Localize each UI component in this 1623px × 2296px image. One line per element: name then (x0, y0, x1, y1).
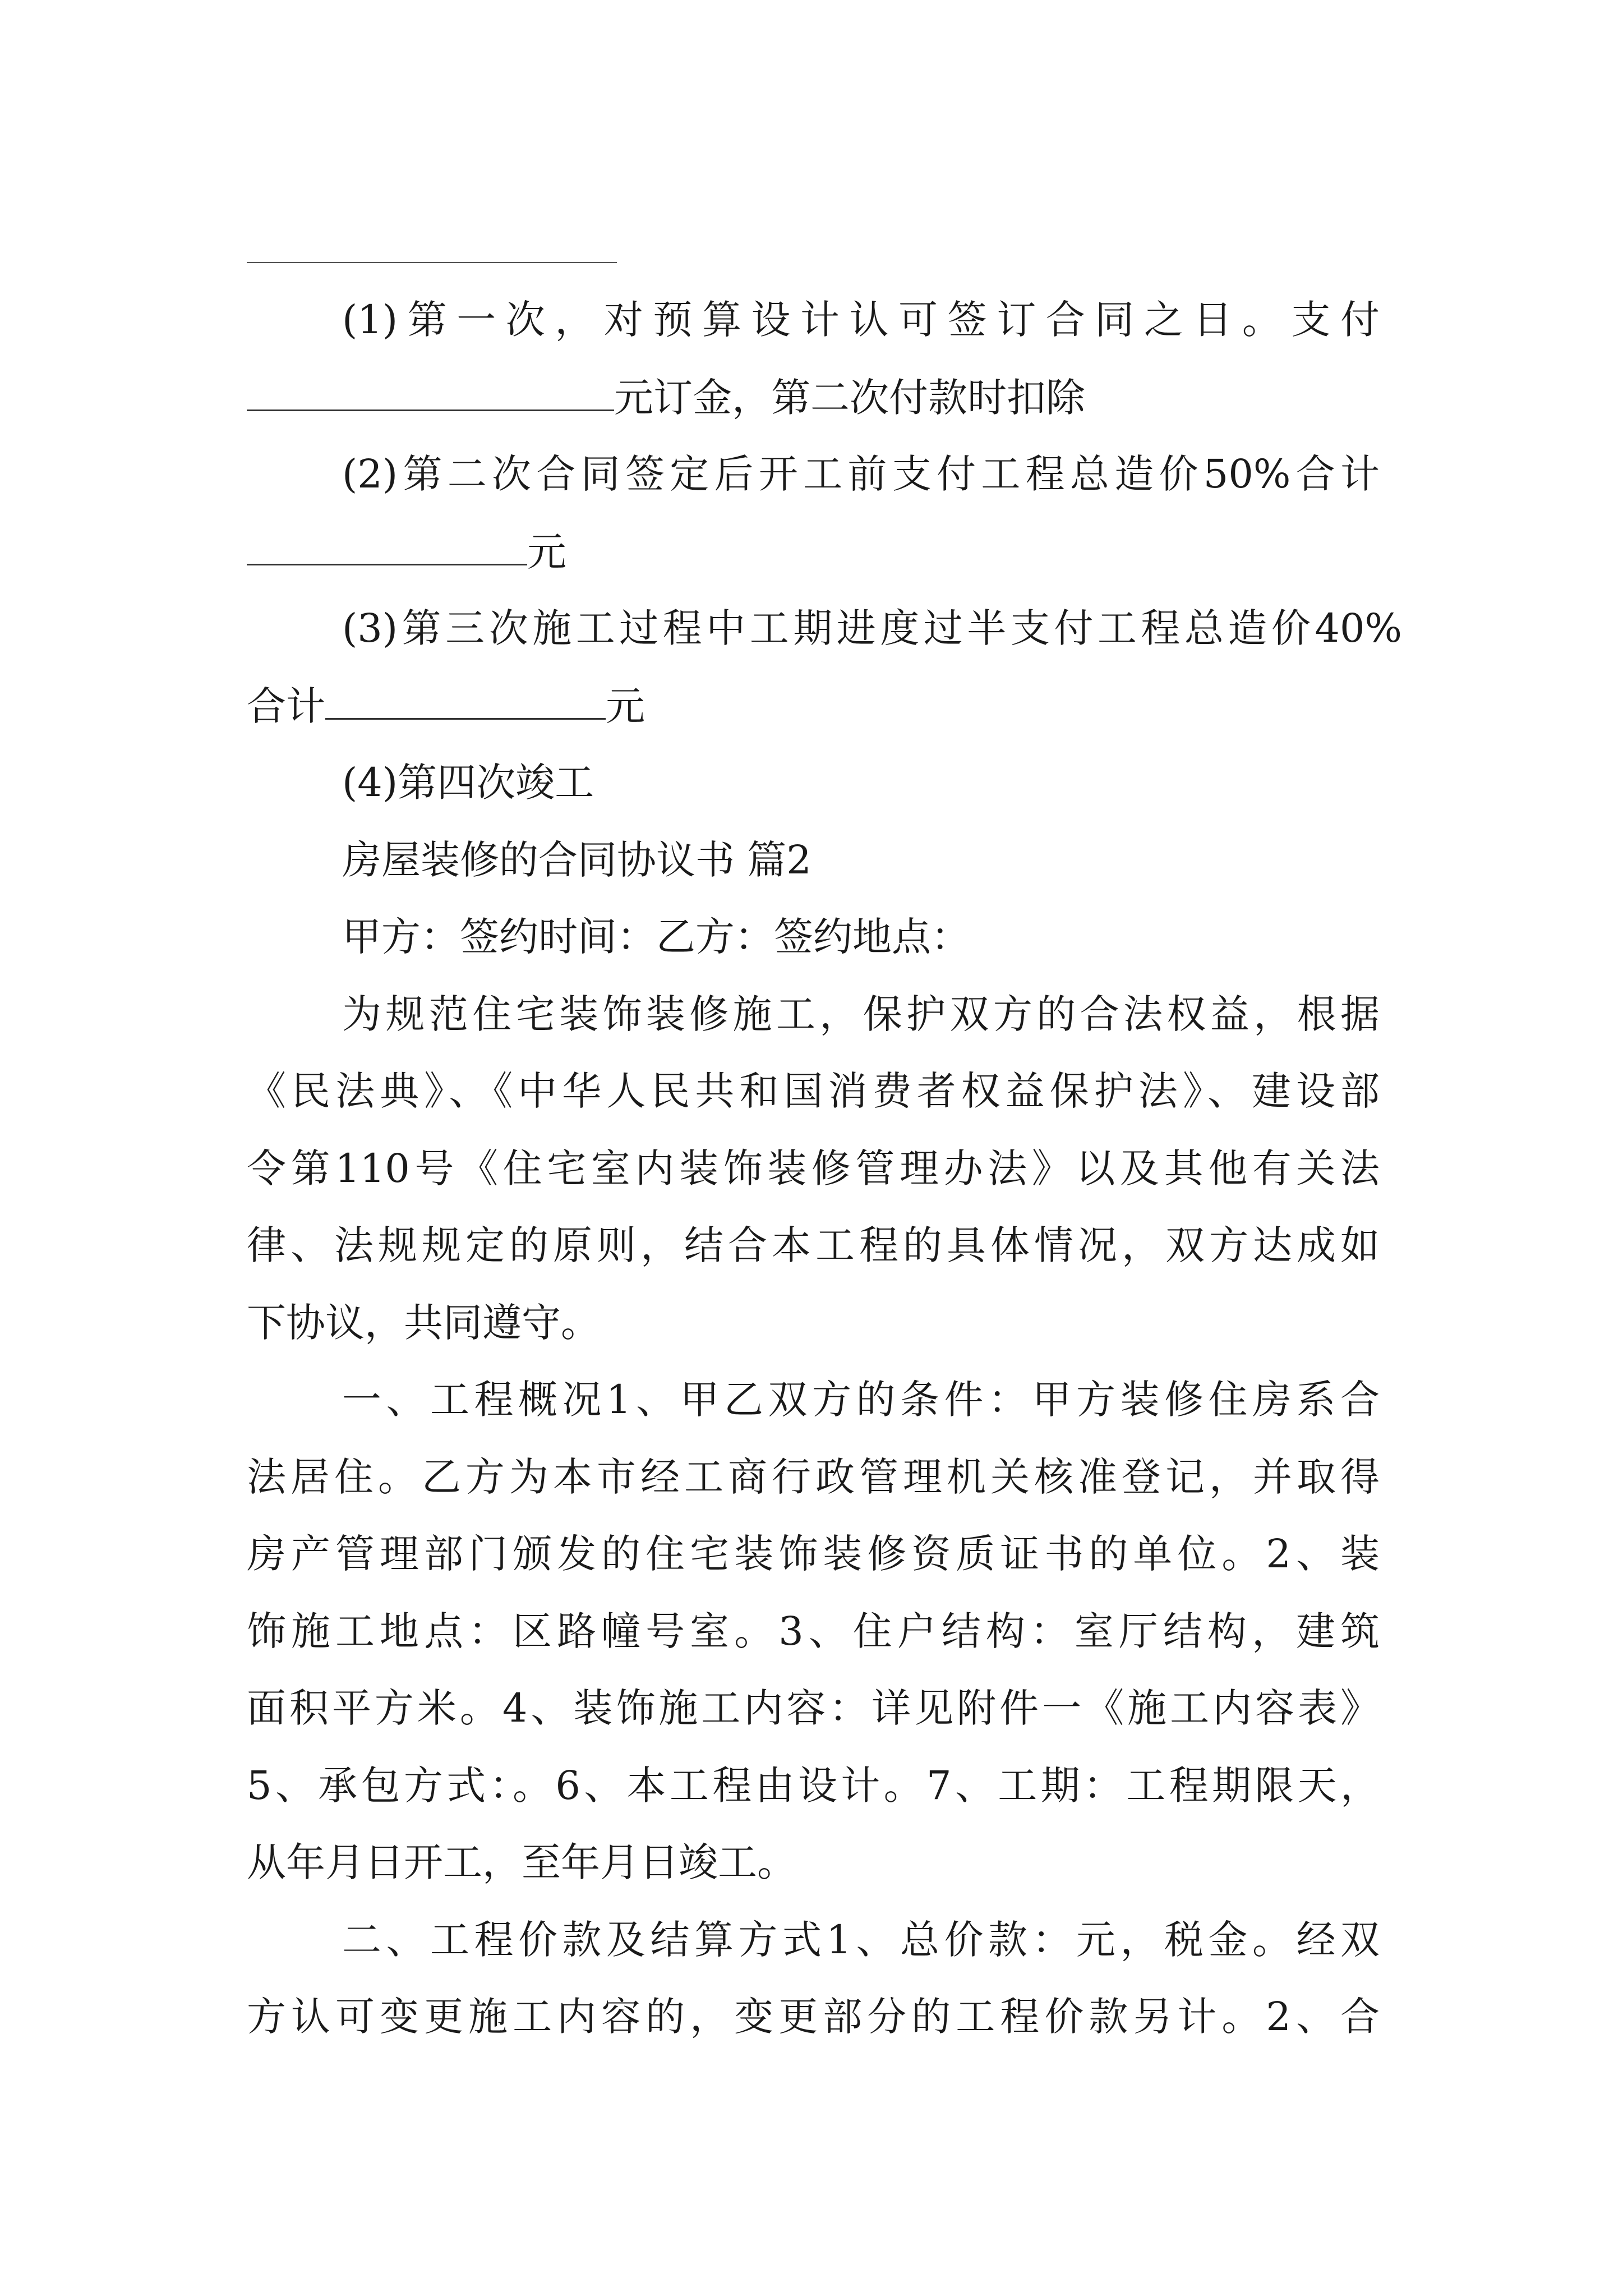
part1-line-7 (247, 1834, 1380, 1890)
part1-line-1 (342, 1372, 1380, 1428)
payment-item-3-line-2 (247, 678, 1380, 734)
payment-item-1-text: (1)第一次，对预算设计认可签订合同之日。支付 (342, 297, 1380, 343)
part1-line-5 (247, 1680, 1380, 1736)
payment-item-3-suffix: 元 (606, 683, 645, 729)
intro-text: 律、法规规定的原则，结合本工程的具体情况，双方达成如 (247, 1222, 1380, 1268)
intro-line-3 (247, 1140, 1380, 1197)
intro-text: 《民法典》、《中华人民共和国消费者权益保护法》、建设部 (247, 1068, 1380, 1114)
payment-item-2-cont: 元 (527, 529, 566, 575)
intro-line-5 (247, 1295, 1380, 1351)
payment-item-3-line-1 (342, 600, 1402, 656)
part1-text: 房产管理部门颁发的住宅装饰装修资质证书的单位。2、装 (247, 1531, 1380, 1577)
payment-item-1-line-2 (247, 369, 1380, 426)
part1-line-6 (247, 1757, 1380, 1814)
part1-line-3 (247, 1526, 1380, 1582)
intro-line-1 (342, 986, 1380, 1042)
part2-line-2 (247, 1989, 1380, 2045)
payment-item-4-text: (4)第四次竣工 (342, 760, 594, 806)
payment-item-2-line-1 (342, 446, 1380, 502)
section-title (342, 832, 1475, 888)
part1-line-4 (247, 1603, 1380, 1659)
part2-line-1 (342, 1912, 1380, 1968)
payment-item-1-line-1 (342, 292, 1380, 348)
part1-text: 从年月日开工，至年月日竣工。 (247, 1839, 796, 1885)
part1-text: 面积平方米。4、装饰施工内容：详见附件一《施工内容表》 (247, 1685, 1380, 1731)
amount-blank (325, 678, 606, 720)
payment-item-3-prefix: 合计 (247, 683, 325, 729)
parties-line (342, 909, 1475, 965)
payment-item-4 (342, 754, 1475, 811)
part2-text: 二、工程价款及结算方式1、总价款：元，税金。经双 (342, 1917, 1380, 1963)
intro-text: 为规范住宅装饰装修施工，保护双方的合法权益，根据 (342, 991, 1380, 1037)
payment-item-2-line-2 (247, 523, 1380, 580)
payment-item-3-text: (3)第三次施工过程中工期进度过半支付工程总造价40% (342, 605, 1402, 651)
intro-line-2 (247, 1063, 1380, 1119)
part1-line-2 (247, 1449, 1380, 1505)
amount-blank (247, 369, 614, 411)
amount-blank (247, 523, 527, 565)
intro-text: 令第110号《住宅室内装饰装修管理办法》以及其他有关法 (247, 1145, 1380, 1191)
part2-text: 方认可变更施工内容的，变更部分的工程价款另计。2、合 (247, 1994, 1380, 2040)
intro-line-4 (247, 1217, 1380, 1273)
payment-item-2-text: (2)第二次合同签定后开工前支付工程总造价50%合计 (342, 451, 1380, 497)
part1-text: 一、工程概况1、甲乙双方的条件：甲方装修住房系合 (342, 1377, 1380, 1423)
part1-text: 法居住。乙方为本市经工商行政管理机关核准登记，并取得 (247, 1454, 1380, 1500)
payment-item-1-cont: 元订金，第二次付款时扣除 (614, 375, 1085, 421)
section-title-text: 房屋装修的合同协议书 篇2 (342, 837, 811, 883)
top-divider (247, 262, 617, 263)
intro-text: 下协议，共同遵守。 (247, 1300, 600, 1346)
parties-text: 甲方：签约时间：乙方：签约地点： (342, 914, 970, 960)
part1-text: 5、承包方式：。6、本工程由设计。7、工期：工程期限天， (247, 1763, 1380, 1809)
part1-text: 饰施工地点：区路幢号室。3、住户结构：室厅结构，建筑 (247, 1608, 1380, 1654)
